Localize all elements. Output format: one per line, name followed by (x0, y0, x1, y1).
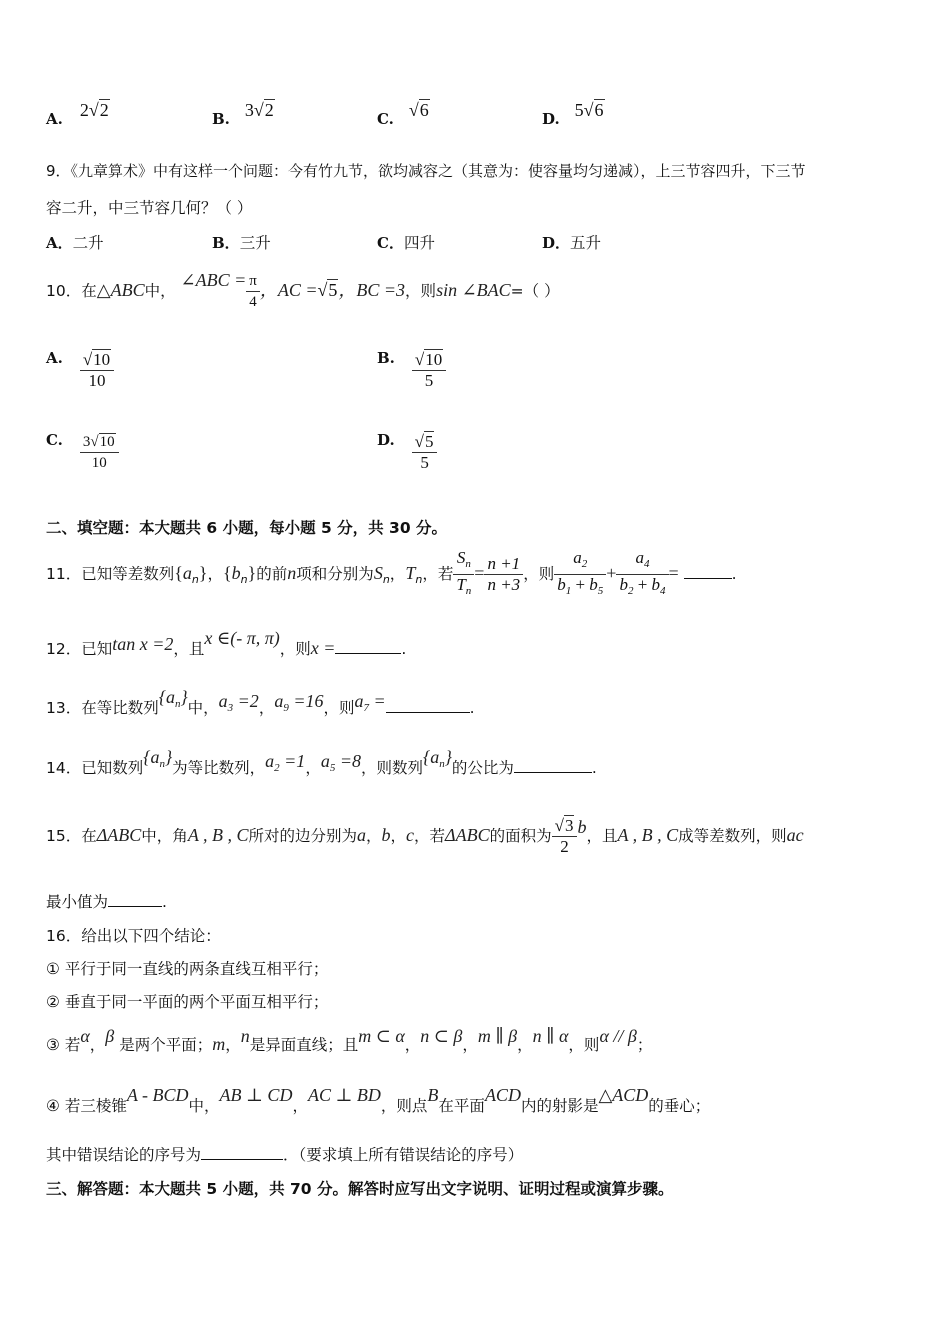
q15-line2: 最小值为 . (46, 890, 167, 913)
q15-stem: 15．在ΔABC中，角A , B , C所对的边分别为a，b，c，若ΔABC的面积为 $\frac{√3}{2}$ b，且A , B , C成等差数列，则ac (46, 816, 804, 856)
q9-option-d: D．五升 (542, 234, 602, 252)
q10-option-d: D. $\frac{√5}{5}$ (377, 432, 437, 473)
q15-answer-blank[interactable] (108, 890, 162, 907)
q8-option-c: C. √6 (377, 100, 429, 128)
q9-option-b: B．三升 (212, 234, 271, 252)
q12-answer-blank[interactable] (335, 637, 401, 654)
q13-answer-blank[interactable] (386, 696, 470, 713)
q9-line1: 9．《九章算术》中有这样一个问题：今有竹九节，欲均减容之（其意为：使容量均匀递减），上三节容四升，下三节 (46, 162, 806, 180)
section-2-title: 二、填空题：本大题共 6 小题，每小题 5 分，共 30 分。 (46, 519, 448, 537)
q14-stem: 14．已知数列$\{a_n\}$为等比数列，$a_2 =1$，$a_5 =8$，则数列$\{a_n\}$的公比为 . (46, 747, 597, 777)
q16-statement-2: ② 垂直于同一平面的两个平面互相平行； (46, 993, 329, 1011)
q8-option-b: B. 3√2 (212, 100, 274, 128)
q9-option-a: A．二升 (46, 234, 104, 252)
section-3-title: 三、解答题：本大题共 5 小题，共 70 分。解答时应写出文字说明、证明过程或演算步骤。 (46, 1180, 674, 1198)
q13-stem: 13．在等比数列$\{a_n\}$中，$a_3 =2$，$a_9 =16$，则$a_7$ = . (46, 687, 475, 717)
q11-answer-blank[interactable] (684, 562, 732, 579)
q8-option-d: D. 5√6 (542, 100, 604, 128)
q10-stem: 10．在△ABC中， ∠ABC = $\frac{\pi}{4}$ ，AC =√5，BC =3，则sin ∠BAC=（ ） (46, 270, 560, 310)
q9-line2: 容二升，中三节容几何？（ ） (46, 199, 253, 217)
q16-intro: 16．给出以下四个结论： (46, 927, 221, 945)
q11-stem: 11．已知等差数列$\{a_n\}$，$\{b_n\}$的前n项和分别为$S_n$，$T_n$，若 $\frac{S_n}{T_n}$ = $\frac{n +1}{n +3}$ ，则 $\frac{a_2}{b_1 + b_5}$ + $\frac{a_4}{b_2 + b_4}$ = . (46, 548, 737, 597)
q8-option-a: A. 2√2 (46, 100, 109, 128)
q10-option-c: C. $\frac{3√10}{10}$ (46, 432, 119, 473)
q12-stem: 12．已知tan x =2，且x ∈(- π, π)，则x = . (46, 628, 407, 658)
q9-option-c: C．四升 (377, 234, 435, 252)
q16-statement-4: ④ 若三棱锥A - BCD中，AB ⊥ CD，AC ⊥ BD，则点B在平面ACD内的射影是△ACD的垂心； (46, 1085, 711, 1115)
q10-option-b: B. $\frac{√10}{5}$ (377, 350, 446, 391)
q10-option-a: A. $\frac{√10}{10}$ (46, 350, 114, 391)
q14-answer-blank[interactable] (514, 756, 592, 773)
q16-answer-blank[interactable] (201, 1143, 283, 1160)
q16-question: 其中错误结论的序号为 ．（要求填上所有错误结论的序号） (46, 1143, 523, 1166)
q16-statement-3: ③ 若α，β 是两个平面；m，n是异面直线；且m ⊂ α，n ⊂ β，m ∥ β，n ∥ α，则α // β； (46, 1026, 653, 1054)
q16-statement-1: ① 平行于同一直线的两条直线互相平行； (46, 960, 329, 978)
